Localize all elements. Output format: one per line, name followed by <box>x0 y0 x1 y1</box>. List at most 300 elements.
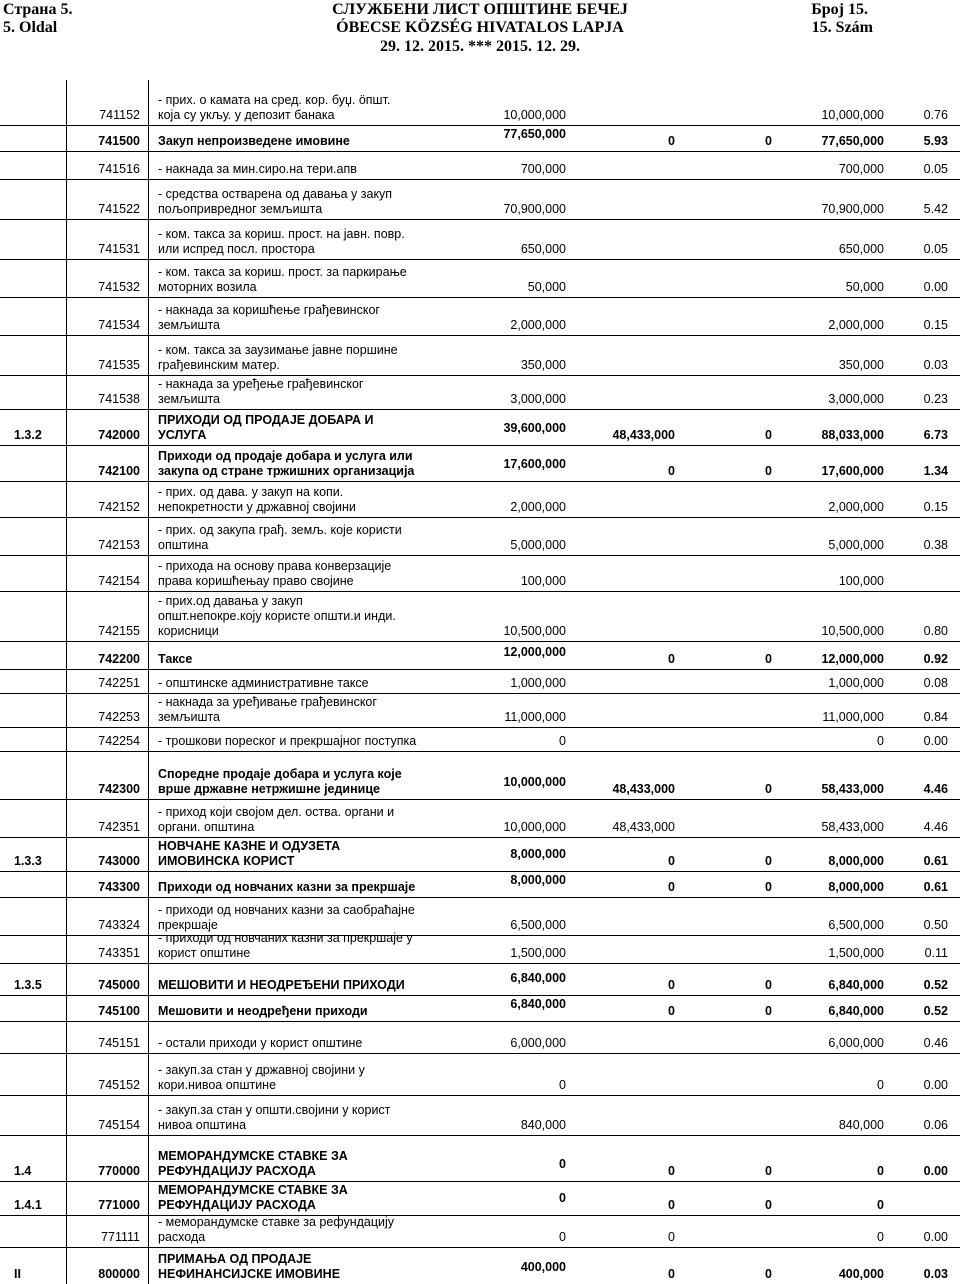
amount-v1: 0 <box>559 1078 566 1092</box>
account-description <box>158 134 350 149</box>
page-number-sr: Страна 5. <box>3 1 73 18</box>
description-line: - остали приходи у корист општине <box>158 1036 363 1050</box>
amount-v1: 840,000 <box>520 1118 566 1132</box>
description-line: нивоа општина <box>158 1118 247 1132</box>
description-line: - приход који својом дел. оства. органи и <box>158 805 395 819</box>
amount-tot: 0 <box>877 1198 884 1212</box>
amount-pct: 0.76 <box>923 108 948 122</box>
amount-v1: 70,900,000 <box>503 202 566 216</box>
amount-v1: 100,000 <box>520 574 566 588</box>
amount-pct: 0.52 <box>923 978 948 992</box>
table-row <box>0 996 960 1022</box>
amount-v3: 0 <box>765 652 772 666</box>
amount-tot: 3,000,000 <box>828 392 884 406</box>
account-description <box>158 187 392 217</box>
account-code: 741516 <box>98 162 140 176</box>
table-row <box>0 838 960 872</box>
account-code: 742154 <box>98 574 140 588</box>
description-line: - ком. такса за кориш. прост. на јавн. повр. <box>158 227 405 241</box>
amount-v1: 3,000,000 <box>510 392 566 406</box>
amount-v2: 0 <box>668 652 675 666</box>
amount-v1: 1,000,000 <box>510 676 566 690</box>
table-row <box>0 298 960 336</box>
account-code: 800000 <box>98 1267 140 1281</box>
account-code: 741522 <box>98 202 140 216</box>
amount-tot: 0 <box>877 1164 884 1178</box>
gazette-title-sr: СЛУЖБЕНИ ЛИСТ ОПШТИНЕ БЕЧЕЈ <box>332 1 628 18</box>
amount-tot: 5,000,000 <box>828 538 884 552</box>
amount-pct: 0.08 <box>923 676 948 690</box>
account-description <box>158 162 357 177</box>
amount-pct: 0.38 <box>923 538 948 552</box>
amount-tot: 6,000,000 <box>828 1036 884 1050</box>
description-line: НОВЧАНЕ КАЗНЕ И ОДУЗЕТА <box>158 839 341 853</box>
account-description <box>158 1063 365 1093</box>
description-line: - меморандумске ставке за рефундацију <box>158 1215 395 1229</box>
amount-v1: 5,000,000 <box>510 538 566 552</box>
description-line: органи. општина <box>158 820 255 834</box>
amount-v1: 0 <box>559 1157 566 1171</box>
amount-tot: 77,650,000 <box>821 134 884 148</box>
amount-v3: 0 <box>765 134 772 148</box>
description-line: - прихода на основу права конверзације <box>158 559 392 573</box>
table-row <box>0 260 960 298</box>
description-line: УСЛУГА <box>158 428 207 442</box>
table-row <box>0 931 960 964</box>
description-line: - приходи од новчаних казни за саобраћајне <box>158 903 415 917</box>
description-line: МЕМОРАНДУМСКЕ СТАВКЕ ЗА <box>158 1149 348 1163</box>
account-description <box>158 767 402 797</box>
description-line: прекршаје <box>158 918 218 932</box>
description-line: пољопривредног земљишта <box>158 202 323 216</box>
account-description <box>158 485 356 515</box>
amount-v1: 1,500,000 <box>510 946 566 960</box>
amount-v1: 8,000,000 <box>510 847 566 861</box>
amount-v2: 0 <box>668 978 675 992</box>
table-row <box>0 1096 960 1136</box>
amount-v3: 0 <box>765 1267 772 1281</box>
description-line: општ.непокре.коју користе општи.и инди. <box>158 609 396 623</box>
table-row <box>0 592 960 642</box>
amount-pct: 5.93 <box>923 134 948 148</box>
amount-tot: 70,900,000 <box>821 202 884 216</box>
section-number: II <box>14 1267 21 1281</box>
account-code: 741532 <box>98 280 140 294</box>
account-description <box>158 594 396 639</box>
amount-tot: 10,000,000 <box>821 108 884 122</box>
amount-tot: 2,000,000 <box>828 318 884 332</box>
table-row <box>0 376 960 410</box>
amount-v1: 6,840,000 <box>510 997 566 1011</box>
table-row <box>0 410 960 446</box>
account-code: 743000 <box>98 854 140 868</box>
description-line: - општинске административне таксе <box>158 676 369 690</box>
table-row <box>0 694 960 728</box>
description-line: Приходи од новчаних казни за прекршаје <box>158 880 416 894</box>
account-code: 745100 <box>98 1004 140 1018</box>
table-row <box>0 556 960 592</box>
amount-v2: 0 <box>668 1267 675 1281</box>
account-description <box>158 652 192 667</box>
amount-tot: 0 <box>877 1078 884 1092</box>
amount-pct: 0.61 <box>923 880 948 894</box>
description-line: - накнада за уређивање грађевинског <box>158 695 377 709</box>
amount-pct: 0.11 <box>924 946 948 960</box>
amount-v1: 400,000 <box>520 1260 566 1274</box>
description-line: Приходи од продаје добара и услуга или <box>158 449 413 463</box>
amount-v3: 0 <box>765 880 772 894</box>
description-line: корист општине <box>158 946 251 960</box>
section-number: 1.3.5 <box>14 978 42 992</box>
account-code: 745152 <box>98 1078 140 1092</box>
table-row <box>0 126 960 152</box>
description-line: која су укљу. у депозит банака <box>158 108 335 122</box>
account-code: 742351 <box>98 820 140 834</box>
amount-v1: 350,000 <box>520 358 566 372</box>
amount-tot: 0 <box>877 1230 884 1244</box>
account-code: 770000 <box>98 1164 140 1178</box>
amount-tot: 350,000 <box>838 358 884 372</box>
description-line: права коришћењау право својине <box>158 574 354 588</box>
gazette-title-hu: ÓBECSE KÖZSÉG HIVATALOS LAPJA <box>336 19 624 36</box>
account-code: 745151 <box>98 1036 140 1050</box>
amount-tot: 58,433,000 <box>821 820 884 834</box>
section-number: 1.3.3 <box>14 854 42 868</box>
account-description <box>158 523 402 553</box>
description-line: закупа од стране тржишних организација <box>158 464 415 478</box>
description-line: РЕФУНДАЦИЈУ РАСХОДА <box>158 1198 316 1212</box>
amount-v2: 48,433,000 <box>612 428 675 442</box>
section-number: 1.4 <box>14 1164 32 1178</box>
account-description <box>158 413 373 443</box>
account-code: 741500 <box>98 134 140 148</box>
amount-pct: 0.05 <box>923 162 948 176</box>
account-code: 742100 <box>98 464 140 478</box>
account-description <box>158 1252 340 1282</box>
amount-tot: 8,000,000 <box>828 854 884 868</box>
description-line: Таксе <box>158 652 193 666</box>
amount-v3: 0 <box>765 1004 772 1018</box>
amount-pct: 4.46 <box>923 782 948 796</box>
table-row <box>0 964 960 996</box>
amount-v3: 0 <box>765 854 772 868</box>
account-code: 741538 <box>98 392 140 406</box>
description-line: - ком. такса за заузимање јавне поршине <box>158 343 398 357</box>
amount-v3: 0 <box>765 978 772 992</box>
amount-v1: 6,000,000 <box>510 1036 566 1050</box>
amount-pct: 0.05 <box>923 242 948 256</box>
amount-tot: 0 <box>877 734 884 748</box>
amount-v1: 0 <box>559 734 566 748</box>
description-line: - прих. о камата на сред. кор. буџ. öпшт. <box>158 93 391 107</box>
account-code: 742251 <box>98 676 140 690</box>
description-line: НЕФИНАНСИЈСКЕ ИМОВИНЕ <box>158 1267 341 1281</box>
description-line: - закуп.за стан у државној својини у <box>158 1063 365 1077</box>
amount-v2: 48,433,000 <box>612 782 675 796</box>
column-divider <box>66 80 67 1284</box>
amount-pct: 0.00 <box>923 1164 948 1178</box>
description-line: моторних возила <box>158 280 257 294</box>
account-code: 741534 <box>98 318 140 332</box>
amount-v1: 11,000,000 <box>504 710 566 724</box>
account-code: 771111 <box>101 1230 140 1244</box>
amount-pct: 0.80 <box>923 624 948 638</box>
amount-pct: 4.46 <box>923 820 948 834</box>
amount-v3: 0 <box>765 782 772 796</box>
amount-tot: 58,433,000 <box>821 782 884 796</box>
amount-pct: 0.52 <box>923 1004 948 1018</box>
amount-v1: 8,000,000 <box>510 873 566 887</box>
description-line: - накнада за мин.сиро.на тери.апв <box>158 162 357 176</box>
description-line: расхода <box>158 1230 206 1244</box>
amount-pct: 0.15 <box>923 500 948 514</box>
amount-tot: 10,500,000 <box>821 624 884 638</box>
account-description <box>158 903 415 933</box>
description-line: ПРИМАЊА ОД ПРОДАЈЕ <box>158 1252 312 1266</box>
account-description <box>158 1004 368 1019</box>
amount-pct: 0.06 <box>923 1118 948 1132</box>
amount-v2: 0 <box>668 854 675 868</box>
account-description <box>158 931 413 961</box>
account-description <box>158 559 391 589</box>
amount-v1: 12,000,000 <box>503 645 566 659</box>
amount-pct: 0.00 <box>923 734 948 748</box>
account-code: 743351 <box>98 946 140 960</box>
table-row <box>0 670 960 694</box>
amount-tot: 650,000 <box>838 242 884 256</box>
account-code: 741531 <box>98 242 140 256</box>
account-description <box>158 1036 362 1051</box>
account-code: 743300 <box>98 880 140 894</box>
description-line: грађевинским матер. <box>158 358 280 372</box>
description-line: - трошкови пореског и прекршајног поступка <box>158 734 417 748</box>
amount-v1: 650,000 <box>520 242 566 256</box>
table-row <box>0 1022 960 1054</box>
description-line: МЕМОРАНДУМСКЕ СТАВКЕ ЗА <box>158 1183 348 1197</box>
amount-v1: 6,840,000 <box>510 971 566 985</box>
gazette-date: 29. 12. 2015. *** 2015. 12. 29. <box>380 38 580 55</box>
amount-tot: 17,600,000 <box>821 464 884 478</box>
amount-v1: 10,000,000 <box>503 108 566 122</box>
description-line: корисници <box>158 624 219 638</box>
table-row <box>0 336 960 376</box>
description-line: Мешовити и неодређени приходи <box>158 1004 368 1018</box>
amount-v1: 50,000 <box>527 280 566 294</box>
table-row <box>0 518 960 556</box>
amount-v3: 0 <box>765 1198 772 1212</box>
description-line: земљишта <box>158 710 221 724</box>
description-line: земљишта <box>158 392 221 406</box>
amount-tot: 11,000,000 <box>822 710 884 724</box>
account-description <box>158 227 405 257</box>
account-description <box>158 265 407 295</box>
description-line: - прих.од давања у закуп <box>158 594 303 608</box>
amount-v1: 6,500,000 <box>510 918 566 932</box>
account-description <box>158 449 414 479</box>
amount-v1: 77,650,000 <box>503 127 566 141</box>
amount-v1: 10,000,000 <box>503 775 566 789</box>
amount-pct: 0.61 <box>923 854 948 868</box>
account-description <box>158 676 369 691</box>
amount-pct: 0.84 <box>923 710 948 724</box>
account-description <box>158 343 398 373</box>
account-code: 742254 <box>98 734 140 748</box>
amount-tot: 400,000 <box>838 1267 884 1281</box>
account-code: 745000 <box>98 978 140 992</box>
account-description <box>158 303 380 333</box>
amount-pct: 0.03 <box>923 1267 948 1281</box>
amount-tot: 1,000,000 <box>828 676 884 690</box>
amount-pct: 0.00 <box>923 1230 948 1244</box>
description-line: - ком. такса за кориш. прост. за паркирање <box>158 265 407 279</box>
description-line: МЕШОВИТИ И НЕОДРЕЂЕНИ ПРИХОДИ <box>158 978 405 992</box>
issue-number-hu: 15. Szám <box>811 19 873 36</box>
account-description <box>158 1103 390 1133</box>
table-row <box>0 728 960 752</box>
amount-v1: 2,000,000 <box>510 318 566 332</box>
amount-pct: 5.42 <box>923 202 948 216</box>
amount-pct: 6.73 <box>923 428 948 442</box>
description-line: општина <box>158 538 209 552</box>
amount-tot: 6,500,000 <box>828 918 884 932</box>
account-description <box>158 1183 348 1213</box>
account-description <box>158 1215 394 1245</box>
account-description <box>158 93 390 123</box>
section-number: 1.4.1 <box>14 1198 42 1212</box>
table-row <box>0 482 960 518</box>
description-line: - средства остварена од давања у закуп <box>158 187 393 201</box>
table-row <box>0 1182 960 1216</box>
table-row <box>0 1216 960 1248</box>
amount-pct: 0.03 <box>923 358 948 372</box>
amount-v2: 0 <box>668 1004 675 1018</box>
amount-tot: 700,000 <box>838 162 884 176</box>
table-row <box>0 800 960 838</box>
amount-v1: 2,000,000 <box>510 500 566 514</box>
amount-v2: 0 <box>668 464 675 478</box>
amount-tot: 88,033,000 <box>821 428 884 442</box>
account-description <box>158 805 394 835</box>
description-line: непокретности у државној својини <box>158 500 356 514</box>
table-row <box>0 80 960 126</box>
description-line: кори.нивоа општине <box>158 1078 277 1092</box>
account-description <box>158 1149 348 1179</box>
amount-pct: 0.00 <box>923 280 948 294</box>
amount-pct: 0.23 <box>923 392 948 406</box>
table-row <box>0 446 960 482</box>
account-code: 742253 <box>98 710 140 724</box>
amount-v2: 0 <box>668 134 675 148</box>
table-row <box>0 1054 960 1096</box>
amount-pct: 0.50 <box>923 918 948 932</box>
amount-v1: 10,000,000 <box>503 820 566 834</box>
amount-pct: 0.00 <box>923 1078 948 1092</box>
amount-pct: 0.46 <box>923 1036 948 1050</box>
description-line: Закуп непроизведене имовине <box>158 134 350 148</box>
amount-v3: 0 <box>765 464 772 478</box>
account-code: 742152 <box>98 500 140 514</box>
amount-v1: 39,600,000 <box>503 421 566 435</box>
table-row <box>0 898 960 936</box>
amount-tot: 840,000 <box>838 1118 884 1132</box>
amount-tot: 6,840,000 <box>828 978 884 992</box>
description-line: врше државне нетржишне јединице <box>158 782 380 796</box>
amount-v1: 700,000 <box>520 162 566 176</box>
issue-number-sr: Број 15. <box>811 1 868 18</box>
amount-tot: 6,840,000 <box>828 1004 884 1018</box>
amount-v1: 17,600,000 <box>503 457 566 471</box>
page-number-hu: 5. Oldal <box>3 19 58 36</box>
amount-v1: 0 <box>559 1191 566 1205</box>
amount-v1: 10,500,000 <box>503 624 566 638</box>
account-code: 742153 <box>98 538 140 552</box>
amount-pct: 0.92 <box>923 652 948 666</box>
account-code: 741152 <box>99 108 140 122</box>
description-line: ИМОВИНСКА КОРИСТ <box>158 854 295 868</box>
amount-tot: 100,000 <box>838 574 884 588</box>
account-code: 742155 <box>98 624 140 638</box>
description-line: Споредне продаје добара и услуга које <box>158 767 402 781</box>
table-row <box>0 752 960 800</box>
description-line: РЕФУНДАЦИЈУ РАСХОДА <box>158 1164 316 1178</box>
description-line: - прих. од закупа грађ. земљ. које користи <box>158 523 402 537</box>
description-line: земљишта <box>158 318 221 332</box>
amount-v2: 0 <box>668 1164 675 1178</box>
description-line: - приходи од новчаних казни за прекршаје у <box>158 931 413 945</box>
description-line: - закуп.за стан у општи.својини у корист <box>158 1103 391 1117</box>
amount-v3: 0 <box>765 428 772 442</box>
amount-v2: 0 <box>668 1198 675 1212</box>
amount-v3: 0 <box>765 1164 772 1178</box>
amount-v2: 0 <box>668 1230 675 1244</box>
description-line: - накнада за коришћење грађевинског <box>158 303 380 317</box>
amount-tot: 8,000,000 <box>828 880 884 894</box>
table-row <box>0 180 960 220</box>
table-row <box>0 872 960 898</box>
amount-v2: 48,433,000 <box>612 820 675 834</box>
description-line: - прих. од дава. у закуп на копи. <box>158 485 344 499</box>
amount-tot: 2,000,000 <box>828 500 884 514</box>
table-row <box>0 642 960 670</box>
amount-tot: 50,000 <box>845 280 884 294</box>
amount-tot: 12,000,000 <box>821 652 884 666</box>
account-description <box>158 734 416 749</box>
table-row <box>0 220 960 260</box>
account-code: 742300 <box>98 782 140 796</box>
amount-v2: 0 <box>668 880 675 894</box>
description-line: - накнада за уређење грађевинског <box>158 377 364 391</box>
amount-pct: 0.15 <box>923 318 948 332</box>
account-description <box>158 695 377 725</box>
table-row <box>0 1248 960 1284</box>
account-code: 742000 <box>98 428 140 442</box>
account-description <box>158 880 415 895</box>
account-code: 743324 <box>98 918 140 932</box>
amount-v1: 0 <box>559 1230 566 1244</box>
account-description <box>158 839 340 869</box>
section-number: 1.3.2 <box>14 428 42 442</box>
account-description <box>158 978 405 993</box>
amount-pct: 1.34 <box>923 464 948 478</box>
table-row <box>0 152 960 180</box>
column-divider <box>148 80 149 1284</box>
amount-tot: 1,500,000 <box>828 946 884 960</box>
account-code: 745154 <box>98 1118 140 1132</box>
table-row <box>0 1136 960 1182</box>
description-line: ПРИХОДИ ОД ПРОДАЈЕ ДОБАРА И <box>158 413 374 427</box>
account-code: 742200 <box>98 652 140 666</box>
description-line: или испред посл. простора <box>158 242 315 256</box>
